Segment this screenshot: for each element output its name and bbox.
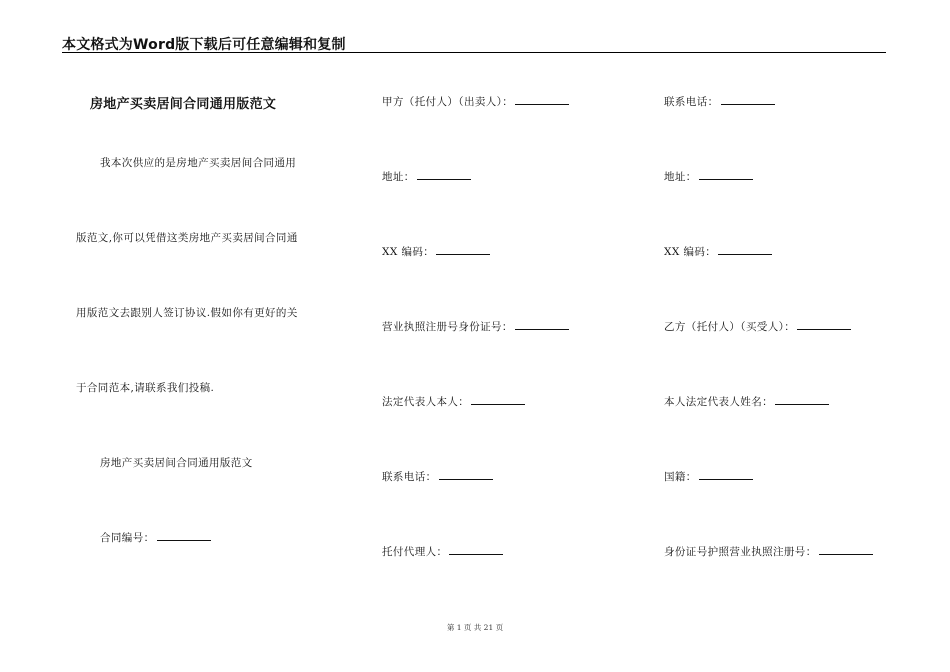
intro-line-1: 我本次供应的是房地产买卖居间合同通用 — [100, 157, 297, 169]
id-number-label: 身份证号护照营业执照注册号： — [664, 546, 817, 558]
fill-in-blank — [721, 95, 775, 105]
nationality-label: 国籍： — [664, 471, 697, 483]
license-label: 营业执照注册号身份证号： — [382, 321, 513, 333]
page-footer — [0, 622, 950, 633]
party-a-address-field — [382, 169, 471, 184]
fill-in-blank — [699, 170, 753, 180]
contract-number-label: 合同编号： — [100, 532, 155, 544]
fill-in-blank — [718, 245, 772, 255]
agent-label: 托付代理人： — [382, 546, 448, 558]
fill-in-blank — [819, 545, 873, 555]
party-b-id-field — [664, 544, 873, 559]
party-b-nationality-field — [664, 469, 753, 484]
fill-in-blank — [775, 395, 829, 405]
fill-in-blank — [439, 470, 493, 480]
party-a-contact-phone-field — [664, 94, 775, 109]
legal-rep-name-label: 本人法定代表人姓名： — [664, 396, 773, 408]
fill-in-blank — [797, 320, 851, 330]
intro-line-3: 用版范文去跟别人签订协议.假如你有更好的关 — [76, 307, 298, 319]
contract-number-field — [100, 530, 211, 545]
party-b-label: 乙方（托付人）（买受人）： — [664, 321, 796, 333]
legal-rep-label: 法定代表人本人： — [382, 396, 470, 408]
party-a-phone-field — [382, 469, 493, 484]
party-a-label: 甲方（托付人）（出卖人）： — [382, 96, 514, 108]
postcode-label: XX 编码： — [664, 246, 717, 258]
right-address-field — [664, 169, 753, 184]
right-postcode-field — [664, 244, 772, 259]
document-header — [62, 34, 886, 53]
document-title: 房地产买卖居间合同通用版范文 — [90, 97, 277, 112]
intro-line-2: 版范文,你可以凭借这类房地产买卖居间合同通 — [76, 232, 298, 244]
address-label: 地址： — [382, 171, 415, 183]
fill-in-blank — [449, 545, 503, 555]
postcode-label: XX 编码： — [382, 246, 435, 258]
party-a-license-field — [382, 319, 569, 334]
fill-in-blank — [417, 170, 471, 180]
page-number: 第 1 页 共 21 页 — [446, 623, 504, 632]
phone-label: 联系电话： — [382, 471, 437, 483]
party-a-postcode-field — [382, 244, 490, 259]
header-title: 本文格式为Word版下载后可任意编辑和复制 — [62, 37, 346, 53]
fill-in-blank — [157, 531, 211, 541]
party-b-field — [664, 319, 851, 334]
fill-in-blank — [515, 320, 569, 330]
party-a-agent-field — [382, 544, 503, 559]
party-a-field — [382, 94, 569, 109]
fill-in-blank — [471, 395, 525, 405]
intro-line-4: 于合同范本,请联系我们投稿. — [76, 382, 215, 394]
phone-label: 联系电话： — [664, 96, 719, 108]
subtitle-line: 房地产买卖居间合同通用版范文 — [100, 457, 253, 469]
party-b-legal-rep-field — [664, 394, 829, 409]
party-a-legal-rep-field — [382, 394, 525, 409]
fill-in-blank — [699, 470, 753, 480]
fill-in-blank — [515, 95, 569, 105]
fill-in-blank — [436, 245, 490, 255]
address-label: 地址： — [664, 171, 697, 183]
